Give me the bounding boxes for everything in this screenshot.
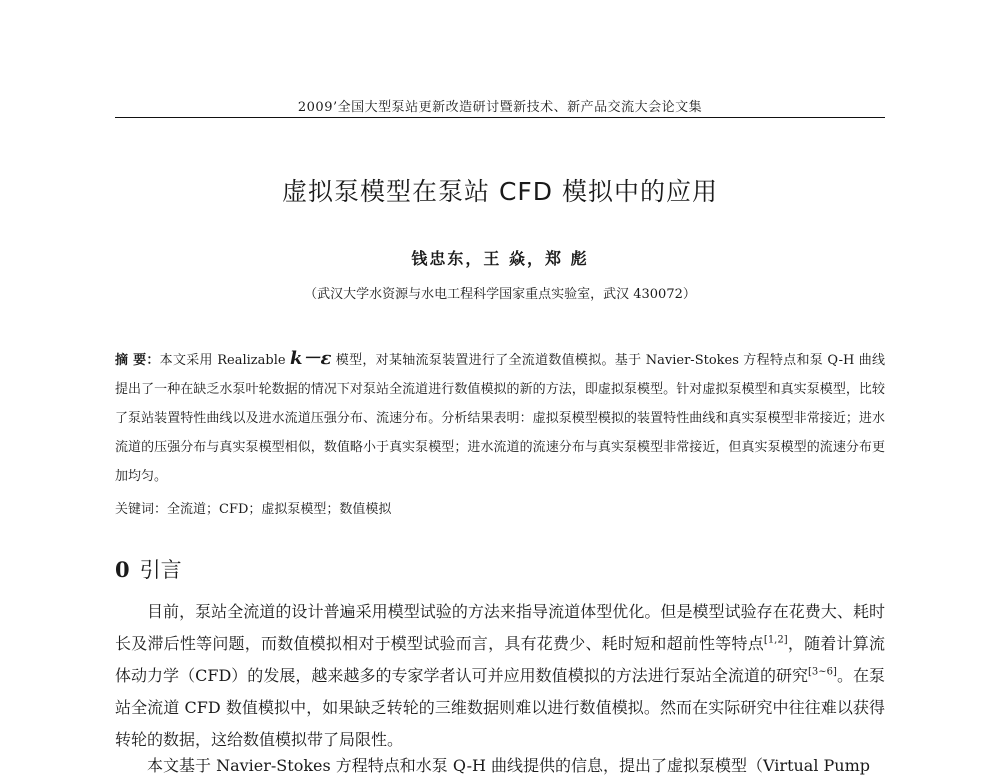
- body-paragraph-2: 本文基于 Navier-Stokes 方程特点和水泵 Q-H 曲线提供的信息，提出了虚拟泵模型（Virtual Pump: [147, 756, 871, 775]
- section-number: 0: [115, 557, 130, 582]
- citation-2: [3~6]: [808, 666, 837, 678]
- section-title: 引言: [139, 558, 182, 582]
- body-text-part1: 目前，泵站全流道的设计普遍采用模型试验的方法来指导流道体型优化。但是模型试验存在花费大、耗时长及滞后性等问题，而数值模拟相对于模型试验而言，具有花费少、耗时短和超前性等特点: [115, 602, 885, 653]
- abstract-text-rest: 模型，对某轴流泵装置进行了全流道数值模拟。基于 Navier-Stokes 方程特点和泵 Q-H 曲线提出了一种在缺乏水泵叶轮数据的情况下对泵站全流道进行数值模拟的新的方法，即虚拟泵模型。针对虚拟泵模型和真实泵模型，比较了泵站装置特性曲线以及进水流道压强分布、流速分布。分析结果表明：虚拟泵模型模拟的装置特性曲线和真实泵模型非常接近；进水流道的压强分布与真实泵模型相似，数值略小于真实泵模型；进水流道的流速分布与真实泵模型非常接近，但真实泵模型的流速分布更加均匀。: [115, 353, 885, 484]
- keywords-label: 关键词：: [115, 502, 168, 517]
- header-rule: [115, 117, 885, 118]
- section-heading: [115, 554, 182, 584]
- paper-title: 虚拟泵模型在泵站 CFD 模拟中的应用: [282, 177, 718, 206]
- abstract-label: 摘 要：: [115, 353, 160, 368]
- abstract: [115, 344, 885, 491]
- authors: 钱忠东，王 焱，郑 彪: [411, 249, 589, 268]
- running-header: 2009’全国大型泵站更新改造研讨暨新技术、新产品交流大会论文集: [297, 100, 703, 115]
- body-text-part3: 。在泵站全流道 CFD 数值模拟中，如果缺乏转轮的三维数据则难以进行数值模拟。然而在实际研究中往往难以获得转轮的数据，这给数值模拟带了局限性。: [115, 666, 885, 749]
- body-text-part2: ，随着计算流体动力学（CFD）的发展，越来越多的专家学者认可并应用数值模拟的方法进行泵站全流道的研究: [115, 634, 885, 685]
- abstract-formula: k－ε: [289, 348, 332, 369]
- keywords-text: 全流道；CFD；虚拟泵模型；数值模拟: [167, 502, 392, 517]
- body-paragraph-1: [115, 596, 885, 756]
- keywords: [115, 498, 885, 517]
- affiliation: （武汉大学水资源与水电工程科学国家重点实验室，武汉 430072）: [304, 287, 696, 302]
- abstract-text-start: 本文采用 Realizable: [159, 353, 290, 368]
- citation-1: [1,2]: [763, 634, 788, 646]
